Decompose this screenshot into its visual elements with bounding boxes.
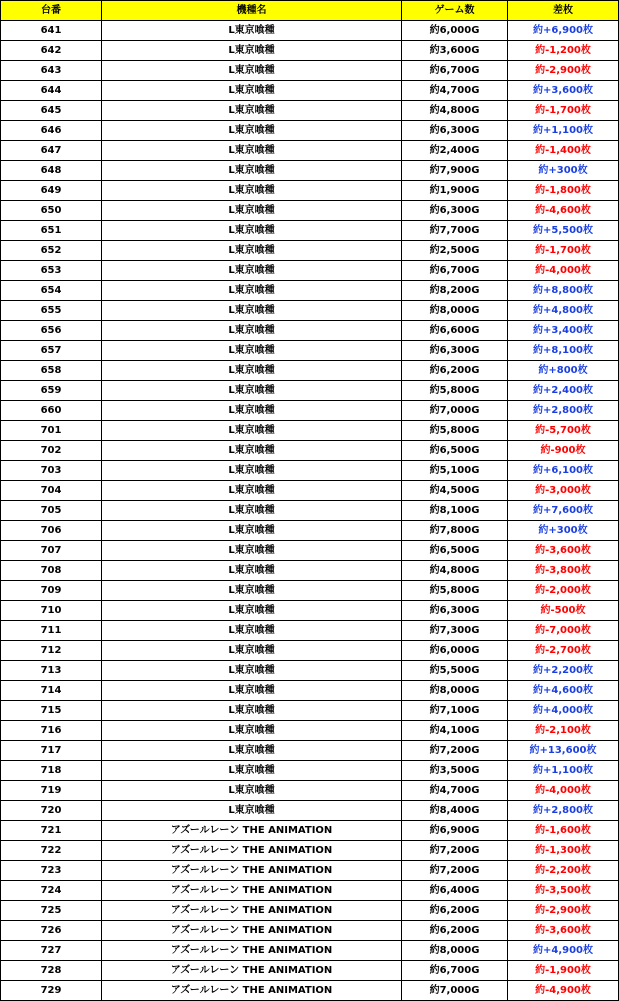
game-count-cell: 約3,500G xyxy=(402,761,508,781)
table-row xyxy=(1,901,619,921)
coin-difference-cell: 約-1,700枚 xyxy=(508,241,619,261)
coin-difference-cell: 約-900枚 xyxy=(508,441,619,461)
coin-difference-cell: 約+300枚 xyxy=(508,521,619,541)
machine-name-cell: L東京喰種 xyxy=(102,301,402,321)
table-row xyxy=(1,301,619,321)
machine-name-cell: L東京喰種 xyxy=(102,381,402,401)
game-count-cell: 約6,300G xyxy=(402,601,508,621)
game-count-cell: 約8,000G xyxy=(402,681,508,701)
machine-name-cell: アズールレーン THE ANIMATION xyxy=(102,941,402,961)
machine-name-cell: L東京喰種 xyxy=(102,61,402,81)
unit-number-cell: 722 xyxy=(1,841,102,861)
game-count-cell: 約8,100G xyxy=(402,501,508,521)
machine-name-cell: L東京喰種 xyxy=(102,541,402,561)
machine-name-cell: L東京喰種 xyxy=(102,641,402,661)
table-row xyxy=(1,741,619,761)
machine-name-cell: L東京喰種 xyxy=(102,581,402,601)
game-count-cell: 約6,000G xyxy=(402,21,508,41)
coin-difference-cell: 約+2,200枚 xyxy=(508,661,619,681)
game-count-cell: 約6,900G xyxy=(402,821,508,841)
machine-name-cell: L東京喰種 xyxy=(102,361,402,381)
coin-difference-cell: 約-2,000枚 xyxy=(508,581,619,601)
table-row xyxy=(1,981,619,1001)
unit-number-cell: 708 xyxy=(1,561,102,581)
game-count-cell: 約7,200G xyxy=(402,741,508,761)
game-count-cell: 約4,800G xyxy=(402,561,508,581)
coin-difference-cell: 約-5,700枚 xyxy=(508,421,619,441)
coin-difference-cell: 約+2,400枚 xyxy=(508,381,619,401)
game-count-cell: 約6,600G xyxy=(402,321,508,341)
machine-name-cell: L東京喰種 xyxy=(102,21,402,41)
coin-difference-cell: 約+6,100枚 xyxy=(508,461,619,481)
unit-number-cell: 651 xyxy=(1,221,102,241)
unit-number-cell: 646 xyxy=(1,121,102,141)
machine-name-cell: L東京喰種 xyxy=(102,41,402,61)
unit-number-cell: 725 xyxy=(1,901,102,921)
unit-number-cell: 711 xyxy=(1,621,102,641)
unit-number-cell: 660 xyxy=(1,401,102,421)
table-row xyxy=(1,421,619,441)
machine-name-cell: アズールレーン THE ANIMATION xyxy=(102,821,402,841)
table-row xyxy=(1,121,619,141)
game-count-cell: 約6,700G xyxy=(402,261,508,281)
coin-difference-cell: 約-1,200枚 xyxy=(508,41,619,61)
game-count-cell: 約6,500G xyxy=(402,541,508,561)
unit-number-cell: 655 xyxy=(1,301,102,321)
game-count-cell: 約8,400G xyxy=(402,801,508,821)
unit-number-cell: 723 xyxy=(1,861,102,881)
coin-difference-cell: 約-3,800枚 xyxy=(508,561,619,581)
coin-difference-cell: 約-3,600枚 xyxy=(508,541,619,561)
game-count-cell: 約4,700G xyxy=(402,81,508,101)
unit-number-cell: 726 xyxy=(1,921,102,941)
coin-difference-cell: 約+800枚 xyxy=(508,361,619,381)
table-row xyxy=(1,321,619,341)
table-row xyxy=(1,641,619,661)
machine-name-cell: L東京喰種 xyxy=(102,161,402,181)
unit-number-cell: 728 xyxy=(1,961,102,981)
coin-difference-cell: 約-4,000枚 xyxy=(508,261,619,281)
game-count-cell: 約4,500G xyxy=(402,481,508,501)
header-unit-no: 台番 xyxy=(1,1,102,21)
machine-name-cell: L東京喰種 xyxy=(102,801,402,821)
unit-number-cell: 720 xyxy=(1,801,102,821)
machine-name-cell: アズールレーン THE ANIMATION xyxy=(102,901,402,921)
unit-number-cell: 648 xyxy=(1,161,102,181)
table-row xyxy=(1,721,619,741)
unit-number-cell: 721 xyxy=(1,821,102,841)
table-row xyxy=(1,341,619,361)
coin-difference-cell: 約-2,900枚 xyxy=(508,61,619,81)
table-row xyxy=(1,381,619,401)
machine-name-cell: アズールレーン THE ANIMATION xyxy=(102,981,402,1001)
table-header xyxy=(1,1,619,21)
unit-number-cell: 658 xyxy=(1,361,102,381)
machine-name-cell: L東京喰種 xyxy=(102,181,402,201)
game-count-cell: 約1,900G xyxy=(402,181,508,201)
table-row xyxy=(1,61,619,81)
unit-number-cell: 706 xyxy=(1,521,102,541)
machine-name-cell: L東京喰種 xyxy=(102,561,402,581)
coin-difference-cell: 約-1,700枚 xyxy=(508,101,619,121)
table-row xyxy=(1,581,619,601)
table-row xyxy=(1,41,619,61)
unit-number-cell: 724 xyxy=(1,881,102,901)
unit-number-cell: 659 xyxy=(1,381,102,401)
unit-number-cell: 656 xyxy=(1,321,102,341)
coin-difference-cell: 約+4,600枚 xyxy=(508,681,619,701)
game-count-cell: 約2,400G xyxy=(402,141,508,161)
game-count-cell: 約7,200G xyxy=(402,861,508,881)
machine-name-cell: L東京喰種 xyxy=(102,661,402,681)
machine-name-cell: L東京喰種 xyxy=(102,81,402,101)
table-row xyxy=(1,841,619,861)
table-row xyxy=(1,461,619,481)
coin-difference-cell: 約+5,500枚 xyxy=(508,221,619,241)
machine-name-cell: L東京喰種 xyxy=(102,201,402,221)
table-row xyxy=(1,241,619,261)
header-game-count: ゲーム数 xyxy=(402,1,508,21)
game-count-cell: 約6,200G xyxy=(402,921,508,941)
coin-difference-cell: 約+1,100枚 xyxy=(508,121,619,141)
game-count-cell: 約5,800G xyxy=(402,421,508,441)
coin-difference-cell: 約-1,800枚 xyxy=(508,181,619,201)
table-row xyxy=(1,141,619,161)
machine-name-cell: L東京喰種 xyxy=(102,741,402,761)
game-count-cell: 約6,200G xyxy=(402,361,508,381)
unit-number-cell: 729 xyxy=(1,981,102,1001)
unit-number-cell: 650 xyxy=(1,201,102,221)
machine-name-cell: L東京喰種 xyxy=(102,341,402,361)
coin-difference-cell: 約-2,200枚 xyxy=(508,861,619,881)
machine-name-cell: L東京喰種 xyxy=(102,241,402,261)
game-count-cell: 約5,800G xyxy=(402,381,508,401)
machine-name-cell: L東京喰種 xyxy=(102,621,402,641)
machine-name-cell: L東京喰種 xyxy=(102,421,402,441)
machine-name-cell: アズールレーン THE ANIMATION xyxy=(102,841,402,861)
machine-name-cell: L東京喰種 xyxy=(102,441,402,461)
table-row xyxy=(1,961,619,981)
table-row xyxy=(1,541,619,561)
unit-number-cell: 645 xyxy=(1,101,102,121)
machine-name-cell: L東京喰種 xyxy=(102,461,402,481)
unit-number-cell: 719 xyxy=(1,781,102,801)
table-row xyxy=(1,201,619,221)
table-row xyxy=(1,921,619,941)
machine-name-cell: アズールレーン THE ANIMATION xyxy=(102,861,402,881)
header-row xyxy=(1,1,619,21)
coin-difference-cell: 約+6,900枚 xyxy=(508,21,619,41)
table-row xyxy=(1,21,619,41)
table-row xyxy=(1,81,619,101)
machine-name-cell: L東京喰種 xyxy=(102,761,402,781)
unit-number-cell: 642 xyxy=(1,41,102,61)
unit-number-cell: 714 xyxy=(1,681,102,701)
machine-name-cell: L東京喰種 xyxy=(102,601,402,621)
game-count-cell: 約7,800G xyxy=(402,521,508,541)
unit-number-cell: 713 xyxy=(1,661,102,681)
coin-difference-cell: 約+300枚 xyxy=(508,161,619,181)
game-count-cell: 約3,600G xyxy=(402,41,508,61)
coin-difference-cell: 約+8,800枚 xyxy=(508,281,619,301)
unit-number-cell: 717 xyxy=(1,741,102,761)
header-machine-name: 機種名 xyxy=(102,1,402,21)
table-row xyxy=(1,821,619,841)
table-row xyxy=(1,281,619,301)
unit-number-cell: 707 xyxy=(1,541,102,561)
coin-difference-cell: 約-4,900枚 xyxy=(508,981,619,1001)
machine-name-cell: L東京喰種 xyxy=(102,701,402,721)
table-row xyxy=(1,561,619,581)
machine-name-cell: L東京喰種 xyxy=(102,481,402,501)
machine-name-cell: L東京喰種 xyxy=(102,281,402,301)
unit-number-cell: 704 xyxy=(1,481,102,501)
table-row xyxy=(1,701,619,721)
game-count-cell: 約7,900G xyxy=(402,161,508,181)
game-count-cell: 約8,000G xyxy=(402,941,508,961)
game-count-cell: 約6,200G xyxy=(402,901,508,921)
coin-difference-cell: 約-2,900枚 xyxy=(508,901,619,921)
coin-difference-cell: 約+1,100枚 xyxy=(508,761,619,781)
unit-number-cell: 718 xyxy=(1,761,102,781)
table-row xyxy=(1,181,619,201)
game-count-cell: 約8,000G xyxy=(402,301,508,321)
coin-difference-cell: 約+4,000枚 xyxy=(508,701,619,721)
unit-number-cell: 712 xyxy=(1,641,102,661)
table-row xyxy=(1,861,619,881)
game-count-cell: 約6,500G xyxy=(402,441,508,461)
machine-name-cell: L東京喰種 xyxy=(102,521,402,541)
game-count-cell: 約6,000G xyxy=(402,641,508,661)
coin-difference-cell: 約-1,300枚 xyxy=(508,841,619,861)
machine-name-cell: L東京喰種 xyxy=(102,221,402,241)
coin-difference-cell: 約-2,700枚 xyxy=(508,641,619,661)
table-row xyxy=(1,101,619,121)
coin-difference-cell: 約-500枚 xyxy=(508,601,619,621)
game-count-cell: 約7,000G xyxy=(402,981,508,1001)
coin-difference-cell: 約-2,100枚 xyxy=(508,721,619,741)
unit-number-cell: 701 xyxy=(1,421,102,441)
machine-name-cell: L東京喰種 xyxy=(102,781,402,801)
game-count-cell: 約5,800G xyxy=(402,581,508,601)
coin-difference-cell: 約-3,000枚 xyxy=(508,481,619,501)
table-row xyxy=(1,781,619,801)
unit-number-cell: 652 xyxy=(1,241,102,261)
coin-difference-cell: 約-4,600枚 xyxy=(508,201,619,221)
game-count-cell: 約7,700G xyxy=(402,221,508,241)
coin-difference-cell: 約+8,100枚 xyxy=(508,341,619,361)
game-count-cell: 約6,300G xyxy=(402,201,508,221)
coin-difference-cell: 約+3,600枚 xyxy=(508,81,619,101)
table-row xyxy=(1,481,619,501)
unit-number-cell: 643 xyxy=(1,61,102,81)
coin-difference-cell: 約-1,900枚 xyxy=(508,961,619,981)
game-count-cell: 約7,000G xyxy=(402,401,508,421)
table-row xyxy=(1,401,619,421)
unit-number-cell: 653 xyxy=(1,261,102,281)
unit-number-cell: 657 xyxy=(1,341,102,361)
game-count-cell: 約4,800G xyxy=(402,101,508,121)
table-row xyxy=(1,261,619,281)
unit-number-cell: 647 xyxy=(1,141,102,161)
table-row xyxy=(1,521,619,541)
table-row xyxy=(1,601,619,621)
table-row xyxy=(1,941,619,961)
game-count-cell: 約5,100G xyxy=(402,461,508,481)
unit-number-cell: 710 xyxy=(1,601,102,621)
game-count-cell: 約6,700G xyxy=(402,61,508,81)
coin-difference-cell: 約+4,900枚 xyxy=(508,941,619,961)
coin-difference-cell: 約-3,500枚 xyxy=(508,881,619,901)
unit-number-cell: 727 xyxy=(1,941,102,961)
coin-difference-cell: 約+2,800枚 xyxy=(508,801,619,821)
unit-number-cell: 654 xyxy=(1,281,102,301)
game-count-cell: 約7,200G xyxy=(402,841,508,861)
machine-name-cell: L東京喰種 xyxy=(102,501,402,521)
table-row xyxy=(1,361,619,381)
coin-difference-cell: 約-1,600枚 xyxy=(508,821,619,841)
table-row xyxy=(1,761,619,781)
coin-difference-cell: 約+13,600枚 xyxy=(508,741,619,761)
game-count-cell: 約6,300G xyxy=(402,341,508,361)
game-count-cell: 約2,500G xyxy=(402,241,508,261)
table-row xyxy=(1,661,619,681)
table-row xyxy=(1,801,619,821)
game-count-cell: 約6,300G xyxy=(402,121,508,141)
coin-difference-cell: 約-3,600枚 xyxy=(508,921,619,941)
game-count-cell: 約8,200G xyxy=(402,281,508,301)
unit-number-cell: 641 xyxy=(1,21,102,41)
coin-difference-cell: 約+7,600枚 xyxy=(508,501,619,521)
table-row xyxy=(1,221,619,241)
table-row xyxy=(1,681,619,701)
unit-number-cell: 649 xyxy=(1,181,102,201)
table-row xyxy=(1,161,619,181)
coin-difference-cell: 約-4,000枚 xyxy=(508,781,619,801)
machine-name-cell: アズールレーン THE ANIMATION xyxy=(102,881,402,901)
machine-name-cell: L東京喰種 xyxy=(102,681,402,701)
machine-name-cell: L東京喰種 xyxy=(102,721,402,741)
unit-number-cell: 709 xyxy=(1,581,102,601)
table-row xyxy=(1,881,619,901)
game-count-cell: 約7,100G xyxy=(402,701,508,721)
unit-number-cell: 705 xyxy=(1,501,102,521)
coin-difference-cell: 約+3,400枚 xyxy=(508,321,619,341)
coin-difference-cell: 約-1,400枚 xyxy=(508,141,619,161)
machine-name-cell: アズールレーン THE ANIMATION xyxy=(102,921,402,941)
table-body xyxy=(1,21,619,1001)
table-row xyxy=(1,501,619,521)
table-row xyxy=(1,621,619,641)
unit-number-cell: 703 xyxy=(1,461,102,481)
unit-number-cell: 644 xyxy=(1,81,102,101)
game-count-cell: 約4,700G xyxy=(402,781,508,801)
machine-name-cell: L東京喰種 xyxy=(102,261,402,281)
game-count-cell: 約6,700G xyxy=(402,961,508,981)
machine-name-cell: L東京喰種 xyxy=(102,321,402,341)
game-count-cell: 約4,100G xyxy=(402,721,508,741)
coin-difference-cell: 約-7,000枚 xyxy=(508,621,619,641)
game-count-cell: 約5,500G xyxy=(402,661,508,681)
machine-name-cell: L東京喰種 xyxy=(102,141,402,161)
unit-number-cell: 715 xyxy=(1,701,102,721)
machine-name-cell: アズールレーン THE ANIMATION xyxy=(102,961,402,981)
game-count-cell: 約6,400G xyxy=(402,881,508,901)
table-row xyxy=(1,441,619,461)
machine-name-cell: L東京喰種 xyxy=(102,101,402,121)
coin-difference-cell: 約+4,800枚 xyxy=(508,301,619,321)
machine-name-cell: L東京喰種 xyxy=(102,121,402,141)
coin-difference-cell: 約+2,800枚 xyxy=(508,401,619,421)
unit-number-cell: 702 xyxy=(1,441,102,461)
unit-number-cell: 716 xyxy=(1,721,102,741)
machine-name-cell: L東京喰種 xyxy=(102,401,402,421)
header-coin-difference: 差枚 xyxy=(508,1,619,21)
game-count-cell: 約7,300G xyxy=(402,621,508,641)
